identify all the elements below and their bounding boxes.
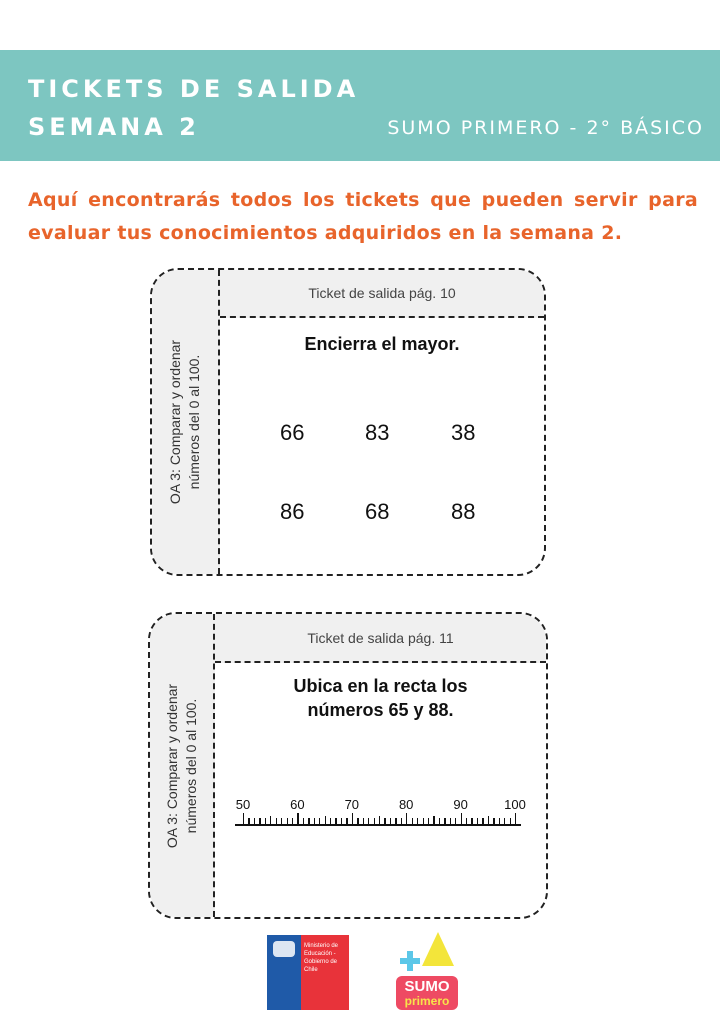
- logo-text: primero: [404, 994, 450, 1008]
- plus-icon: [407, 951, 413, 971]
- header-subtitle: SUMO PRIMERO - 2° BÁSICO: [387, 117, 704, 139]
- tick-mark: [412, 818, 413, 824]
- tick-mark: [259, 818, 260, 824]
- tick-label: 70: [344, 797, 360, 812]
- tick-mark: [455, 818, 456, 824]
- side-line2: números del 0 al 100.: [186, 354, 202, 490]
- tick-mark: [493, 818, 494, 824]
- tick-mark: [352, 813, 353, 824]
- side-line1: OA 3: Comparar y ordenar: [163, 683, 180, 848]
- tick-mark: [330, 818, 331, 824]
- ticket-question: Encierra el mayor.: [304, 334, 460, 354]
- tick-mark: [297, 813, 298, 824]
- logo-text: SUMO: [404, 978, 450, 995]
- tick-mark: [499, 818, 500, 824]
- tick-mark: [428, 818, 429, 824]
- tick-mark: [515, 813, 516, 824]
- tick-mark: [482, 818, 483, 824]
- tick-mark: [401, 818, 402, 824]
- tick-label: 50: [235, 797, 251, 812]
- tick-mark: [303, 818, 304, 824]
- tick-mark: [466, 818, 467, 824]
- tick-mark: [243, 813, 244, 824]
- tick-label: 80: [398, 797, 414, 812]
- number-option[interactable]: 38: [451, 420, 476, 445]
- tick-mark: [450, 818, 451, 824]
- ticket-title: Ticket de salida pág. 11: [215, 614, 546, 663]
- tick-mark: [292, 818, 293, 824]
- coat-of-arms-icon: [273, 941, 295, 957]
- tick-mark: [363, 818, 364, 824]
- question-line1: Ubica en la recta los: [293, 676, 468, 696]
- tick-mark: [325, 816, 326, 824]
- number-option[interactable]: 68: [365, 499, 390, 524]
- tick-label: 100: [504, 797, 526, 812]
- tick-mark: [471, 818, 472, 824]
- ticket-side: [152, 270, 220, 574]
- tick-mark: [477, 818, 478, 824]
- side-line1: OA 3: Comparar y ordenar: [167, 339, 183, 505]
- ticket-2: [148, 612, 548, 919]
- question-line2: números 65 y 88.: [307, 700, 454, 720]
- tick-mark: [390, 818, 391, 824]
- tick-mark: [444, 818, 445, 824]
- sumo-primero-logo: [396, 932, 460, 1010]
- tick-mark: [335, 818, 336, 824]
- tick-mark: [406, 813, 407, 824]
- tick-mark: [384, 818, 385, 824]
- ministerio-logo-text: Ministerio de Educación - Gobierno de Chile: [304, 943, 339, 973]
- number-option[interactable]: 88: [451, 499, 476, 524]
- tick-mark: [341, 818, 342, 824]
- tick-mark: [488, 816, 489, 824]
- number-option[interactable]: 83: [365, 420, 390, 445]
- tick-mark: [319, 818, 320, 824]
- intro-text: Aquí encontrarás todos los tickets que pueden servir para evaluar tus conocimientos adquiridos en la semana 2.: [28, 189, 698, 244]
- tick-mark: [504, 818, 505, 824]
- tick-mark: [248, 818, 249, 824]
- tick-mark: [254, 818, 255, 824]
- tick-mark: [461, 813, 462, 824]
- ticket-1: [150, 268, 546, 576]
- tick-mark: [287, 818, 288, 824]
- triangle-icon: [422, 932, 454, 966]
- side-line2: números del 0 al 100.: [182, 698, 199, 833]
- number-option[interactable]: 86: [280, 499, 305, 524]
- number-line-axis: [235, 824, 521, 826]
- tick-mark: [433, 816, 434, 824]
- logo-badge: [396, 976, 458, 1010]
- tick-label: 60: [290, 797, 305, 812]
- number-line[interactable]: [150, 614, 546, 917]
- header-band: [0, 50, 720, 161]
- ticket-title: Ticket de salida pág. 10: [220, 270, 544, 318]
- tick-mark: [276, 818, 277, 824]
- tick-mark: [346, 818, 347, 824]
- tick-mark: [281, 818, 282, 824]
- tick-mark: [423, 818, 424, 824]
- tick-mark: [270, 816, 271, 824]
- tick-label: 90: [453, 797, 468, 812]
- number-option[interactable]: 66: [280, 420, 305, 445]
- tick-mark: [314, 818, 315, 824]
- tick-mark: [374, 818, 375, 824]
- ministerio-logo: [267, 935, 349, 1010]
- tick-mark: [395, 818, 396, 824]
- tick-mark: [265, 818, 266, 824]
- tick-mark: [308, 818, 309, 824]
- tick-mark: [368, 818, 369, 824]
- tick-mark: [357, 818, 358, 824]
- tick-mark: [439, 818, 440, 824]
- tick-mark: [510, 818, 511, 824]
- tick-mark: [379, 816, 380, 824]
- tick-mark: [417, 818, 418, 824]
- header-title-line2: SEMANA 2: [28, 113, 200, 141]
- header-title-line1: TICKETS DE SALIDA: [28, 75, 360, 103]
